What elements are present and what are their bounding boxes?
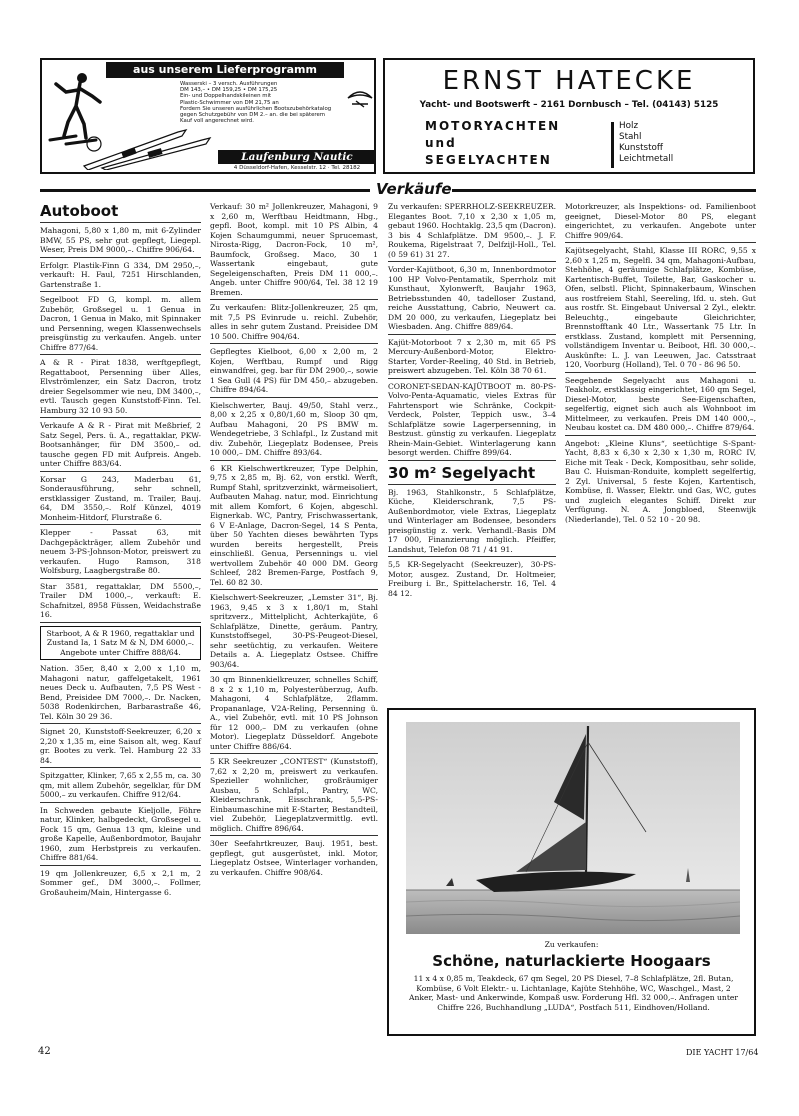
ad-materials [619,121,673,165]
classified-ad: Star 3581, regattaklar, DM 5500,–, Trailer DM 1000,–, verkauft: E. Schafnitzel, 8958 Füssen, Weidachstraße 16. [40,582,201,623]
ad-address: 4 Düsseldorf-Hafen, Kesselstr. 12 · Tel. 28182 [233,165,361,171]
classified-ad: Kielschwerter, Bauj. 49/50, Stahl verz., 8,00 x 2,25 x 0,80/1,60 m, Sloop 30 qm, Aufbau Mahagoni, 20 PS BMW m. Wendegetriebe, 3 Schlafpl., Iz Zustand mit div. Zubehör, Liegeplatz Bodensee, Preis 10 000,– DM. Chiffre 893/64. [210,401,378,461]
classified-ad: Angebot: „Kleine Kluns“, seetüchtige S-Spant-Yacht, 8,83 x 6,30 x 2,30 x 1,30 m, RORC IV, Eiche mit Teak - Deck, Kompositbau, sehr solide, Bau C. Huisman-Ronduite, komplett segelfertig, 2 Zyl. Universal, 5 feste Kojen, Kartentisch, Kombüse, fl. Wasser, Elektr. und Gas, WC, gutes und zugleich elegantes Schiff. Direkt zur Verfügung. N. A. Jongbloed, Steenwijk (Niederlande), Tel. 0 52 10 - 20 98. [565,438,756,524]
classified-ad: Kajüt-Motorboot 7 x 2,30 m, mit 65 PS Mercury-Außenbord-Motor, Elektro-Starter, Vorder-Reeling, 40 Std. in Betrieb, preiswert abzugeben. Tel. Köln 38 70 61. [388,338,556,379]
classified-ad: 30 qm Binnenkielkreuzer, schnelles Schiff, 8 x 2 x 1,10 m, Polyesterüberzug, Aufb. Mahagoni, 4 Schlafplätze, 2flamm. Propananlage, V2A-Reling, Persenning ü. A., viel Zubehör, evtl. mit 10 PS Johnson für 12 000,– DM zu verkaufen (ohne Motor). Liegeplatz Düsseldorf. Angebote unter Chiffre 886/64. [210,675,378,754]
classified-ad: Motorkreuzer, als Inspektions- od. Familienboot geeignet, Diesel-Motor 80 PS, elegant eingerichtet, zu verkaufen. Angebote unter Chiffre 909/64. [565,202,756,243]
classifieds-column-4 [565,202,756,529]
classified-ad: Kajütsegelyacht, Stahl, Klasse III RORC, 9,55 x 2,60 x 1,25 m, Segelfl. 34 qm, Mahagoni-Aufbau, Stehhöhe, 4 geräumige Schlafplätze, Kombüse, Kartentisch-Buffet, Toilette, Bar, Gaskocher u. Ofen, selbstl. Plicht, Spinnakerbaum, Winschen aus rostfreiem Stahl, Seereling, lfd. u. steh. Gut aus rostfr. St. Eingebaut Universal 2 Zyl., elektr. Beleuchtg., eingebaute Gleichrichter, Brennstofftank 40 Ltr., Wassertank 75 Ltr. In erstklass. Zustand, komplett mit Persenning, vollständigem Inventar u. Beiboot, Hfl. 30 000,–. Auskünfte: L. J. van Leeuwen, Jac. Catsstraat 120, Voorburg (Holland), Tel. 0 70 - 86 96 50. [565,246,756,373]
ad-divider [611,122,614,168]
classified-ad: Bj. 1963, Stahlkonstr., 5 Schlafplätze, Küche, Kleiderschrank, 7,5 PS-Außenbordmotor, viele Extras, Liegeplatz und Winterlager am Bodensee, besonders preisgünstig z. verk. Verhandl.-Basis DM 17 000, Finanzierung möglich. Pfeiffer, Landshut, Telefon 08 71 / 41 91. [388,488,556,558]
ad-banner: aus unserem Lieferprogramm [106,62,344,78]
boat-logo-icon [346,84,374,110]
classified-ad: CORONET-SEDAN-KAJÜTBOOT m. 80-PS-Volvo-Penta-Aquamatic, vieles Extras für Fahrtensport wie Schränke, Cockpit-Verdeck, Polster, Teppich usw., 3–4 Schlafplätze sowie Lagerpersenning, in Bestzust. günstig zu verkaufen. Liegeplatz Rhein-Main-Gebiet. Winterlagerung kann besorgt werden. Chiffre 899/64. [388,382,556,461]
ad-line-und: und [425,136,457,150]
journal-issue: DIE YACHT 17/64 [686,1048,759,1057]
ad-line: Wasserski – 3 versch. Ausführungen [180,81,278,87]
ad-company-subtitle: Yacht- und Bootswerft – 2161 Dornbusch – Tel. (04143) 5125 [419,100,719,110]
ad-line: Plastic-Schwimmer von DM 21,75 an [180,99,279,106]
classified-heading: Autoboot [40,202,201,223]
ad-material: Holz [619,121,639,131]
photo-ad-body: 11 x 4 x 0,85 m, Teakdeck, 67 qm Segel, 20 PS Diesel, 7–8 Schlafplätze, 2fl. Butan, Kombüse, 6 Volt Elektr.- u. Lichtanlage, Kajüte Stehhöhe, WC, Waschgel., Mast, 2 Anker, Mast- und Ankerwinde, Kompaß usw. Forderung Hfl. 32 000,–. Anfragen unter Chiffre 226, Buchhandlung „LUDA“, Postfach 511, Eindhoven/Holland. [409,974,738,1012]
ad-material: Stahl [619,132,642,142]
banner-rule-left [40,189,370,192]
classified-ad: Verkauf: 30 m² Jollenkreuzer, Mahagoni, 9 x 2,60 m, Werftbau Heidtmann, Hbg., gepfl. Boot, kompl. mit 10 PS Albin, 4 Kojen Schaumgummi, neuer Sprucemast, Nirosta-Rigg, Dacron-Fock, 10 m², Baumfock, Großseg. Maco, 30 1 Wassertank eingebaut, gute Segeleigenschaften, Preis DM 11 000,–. Angeb. unter Chiffre 900/64, Tel. 38 12 19 Bremen. [210,202,378,300]
classified-ad: Segelboot FD G, kompl. m. allem Zubehör, Großsegel u. 1 Genua in Dacron, 1 Genua in Mako, mit Spinnaker und Persenning, wegen Klassenwechsels preisgünstig zu verkaufen. Angeb. unter Chiffre 877/64. [40,295,201,355]
classified-ad: 5,5 KR-Segelyacht (Seekreuzer), 30-PS-Motor, ausgez. Zustand, Dr. Holtmeier, Freiburg i. Br., Spittelacherstr. 16, Tel. 4 84 12. [388,560,556,598]
classified-ad: Klepper - Passat 63, mit Dachgepäckträger, allem Zubehör und neuem 3-PS-Johnson-Motor, preiswert zu verkaufen. Hugo Ramson, 318 Wolfsburg, Laagbergstraße 80. [40,528,201,579]
ad-company-name: ERNST HATECKE [442,66,696,96]
banner-rule-right [452,189,756,192]
classifieds-column-3 [388,202,556,603]
ad-line-segelyachten: SEGELYACHTEN [425,153,552,167]
classified-ad: Zu verkaufen: Blitz-Jollenkreuzer, 25 qm, mit 7,5 PS Evinrude u. reichl. Zubehör, alles in sehr gutem Zustand. Preisidee DM 10 500. Chiffre 904/64. [210,303,378,344]
ad-material: Leichtmetall [619,154,674,164]
classified-ad: Vorder-Kajütboot, 6,30 m, Innenbordmotor 100 HP Volvo-Pentamatik, Sperrholz mit Kunsthaut, Xylonwerft, Baujahr 1963, Betriebsstunden 40, tadelloser Zustand, reiche Ausstattung, Cabrio, Neuwert ca. DM 20 000, zu verkaufen, Liegeplatz bei Wiesbaden. Ang. Chiffre 889/64. [388,265,556,335]
ad-line: Ein- und Doppelhandskileinen mit [180,93,272,100]
classifieds-column-2 [210,202,378,882]
classified-ad: Mahagoni, 5,80 x 1,80 m, mit 6-Zylinder BMW, 55 PS, sehr gut gepflegt, Liegepl. Weser, Preis DM 9000,–. Chiffre 906/64. [40,226,201,258]
ad-hoogaars [387,708,756,1036]
classified-ad: Kielschwert-Seekreuzer, „Lemster 31“, Bj. 1963, 9,45 x 3 x 1,80/1 m, Stahl spritzverz., Mittelplicht, Achterkajüte, 6 Schlafplätze, Dinette, geräum. Pantry, Kunststoffsegel, 30-PS-Peugeot-Diesel, sehr seetüchtig, zu verkaufen. Weitere Details a. A. Liegeplatz Ostsee. Chiffre 903/64. [210,593,378,672]
sailboat-photo [406,722,740,934]
classified-ad: Korsar G 243, Maderbau 61, Sonderausführung, sehr schnell, erstklassiger Zustand, m. Trailer, Bauj. 64, DM 3550,–. Rolf Künzel, 4019 Monheim-Hitdorf, Flurstraße 6. [40,475,201,526]
ad-laufenburg-nautic [40,58,376,174]
photo-ad-label: Zu verkaufen: [544,940,599,949]
ad-ernst-hatecke [383,58,755,174]
page-number: 42 [38,1046,51,1057]
photo-ad-title: Schöne, naturlackierte Hoogaars [432,952,711,970]
classified-ad: Spitzgatter, Klinker, 7,65 x 2,55 m, ca. 30 qm, mit allem Zubehör, segelklar, für DM 5000,– zu verkaufen. Chiffre 912/64. [40,771,201,803]
classified-ad: 19 qm Jollenkreuzer, 6,5 x 2,1 m, 2 Sommer gef., DM 3000,–. Follmer, Großauheim/Main, Hintergasse 6. [40,868,201,897]
ad-line: Fordern Sie unseren ausführlichen Bootszubehörkatalog [180,105,332,112]
classified-ad: 30er Seefahrtkreuzer, Bauj. 1951, best. gepflegt, gut ausgerüstet, inkl. Motor, Liegeplatz Ostsee, Winterlager vorhanden, zu verkaufen. Chiffre 908/64. [210,839,378,877]
section-title: Verkäufe [376,180,452,198]
ad-line-motoryachten: MOTORYACHTEN [425,119,561,133]
ad-brand-logo: Laufenburg Nautic [218,150,376,164]
classified-ad: Starboot, A & R 1960, regattaklar und Zustand Ia, 1 Satz M & N, DM 6000,–. Angebote unter Chiffre 888/64. [40,626,201,661]
skis-illustration [82,126,212,170]
classifieds-column-1 [40,202,201,902]
classified-heading: 30 m² Segelyacht [388,464,556,485]
ad-material: Kunststoff [619,143,663,153]
classified-ad: A & R - Pirat 1838, werftgepflegt, Regattaboot, Persenning über Alles, Elvströmlenzer, ein Satz Dacron, trotz dreier Segelsommer wie neu, DM 3400,–, evtl. Tausch gegen Kunststoff-Finn. Tel. Hamburg 32 10 93 50. [40,358,201,418]
classified-ad: Seegehende Segelyacht aus Mahagoni u. Teakholz, erstklassig eingerichtet, 160 qm Segel, Diesel-Motor, beste See-Eigenschaften, segelfertig, eignet sich auch als Wohnboot im Mittelmeer, zu verkaufen. Preis DM 140 000,–, Neubau kostet ca. DM 480 000,–. Chiffre 879/64. [565,376,756,436]
classified-ad: Erfolgr. Plastik-Finn G 334, DM 2950,–, verkauft: H. Faul, 7251 Hirschlanden, Gartenstraße 1. [40,261,201,293]
classified-ad: In Schweden gebaute Kieljolle, Föhre natur, Klinker, halbgedeckt, Großsegel u. Fock 15 qm, Genua 13 qm, kleine und große Kapelle, Außenbordmotor, Baujahr 1960, zum Herbstpreis zu verkaufen. Chiffre 881/64. [40,806,201,866]
ad-line: gegen Schutzgebühr von DM 2.– an. die bei späterem [180,112,326,119]
classified-ad: Gepflegtes Kielboot, 6,00 x 2,00 m, 2 Kojen, Werftbau, Rumpf und Rigg einwandfrei, geg. bar für DM 2900,–, sowie 1 Sea Gull (4 PS) für DM 450,– abzugeben. Chiffre 894/64. [210,347,378,398]
classified-ad: Signet 20, Kunststoff-Seekreuzer, 6,20 x 2,20 x 1,35 m, eine Saison alt, weg. Kauf gr. Bootes zu verk. Tel. Hamburg 22 33 84. [40,727,201,768]
classified-ad: 5 KR Seekreuzer „CONTEST“ (Kunststoff), 7,62 x 2,20 m, preiswert zu verkaufen. Spezieller wohnlicher, großräumiger Ausbau, 5 Schlafpl., Pantry, WC, Kleiderschrank, Eisschrank, 5,5-PS-Einbaumaschine mit E-Starter, Bestandteil, viel Zubehör, Liegeplatzvermittlg. evtl. möglich. Chiffre 896/64. [210,757,378,836]
classified-ad: Verkaufe A & R - Pirat mit Meßbrief, 2 Satz Segel, Pers. ü. A., regattaklar, PKW-Bootsanhänger, für DM 3500,– od. tausche gegen FD mit Aufpreis. Angeb. unter Chiffre 883/64. [40,421,201,472]
classified-ad: 6 KR Kielschwertkreuzer, Type Delphin, 9,75 x 2,85 m, Bj. 62, von erstkl. Werft, Rumpf Stahl, spritzverzinkt, wärmeisoliert, Aufbauten Mahag. natur, mod. Einrichtung mit allem Komfort, 6 Kojen, abgeschl. Eignerkab. WC, Pantry, Frischwassertank, 6 V E-Anlage, Dacron-Segel, 14 S Penta, über 50 Yachten dieses bewährten Typs wurden bereits hergestellt, Preis einschließl. Genua, Persennings u. viel wertvollem Zubehör 40 000 DM. Georg Schleef, 282 Bremen-Farge, Postfach 9, Tel. 60 82 30. [210,464,378,591]
classified-ad: Zu verkaufen: SPERRHOLZ-SEEKREUZER. Elegantes Boot. 7,10 x 2,30 x 1,05 m, gebaut 1960. Hochtaklg. 23,5 qm (Dacron). 3 bis 4 Schlafplätze. DM 9500,–. J. F. Roukema, Rigelstraat 7, Delfzijl-Holl., Tel. (0 59 61) 31 27. [388,202,556,262]
ad-line: Kauf voll angerechnet wird. [180,118,254,125]
classified-ad: Nation. 35er, 8,40 x 2,00 x 1,10 m, Mahagoni natur, gaffelgetakelt, 1961 neues Deck u. Aufbauten, 7,5 PS West - Bend, Preisidee DM 7000,–. Dr. Nacken, 5038 Rodenkirchen, Barbarastraße 46, Tel. Köln 30 29 36. [40,664,201,724]
section-banner [40,180,756,198]
ad-product-lines [180,81,348,124]
ad-line: DM 143,– • DM 159,25 • DM 175,25 [180,87,278,94]
